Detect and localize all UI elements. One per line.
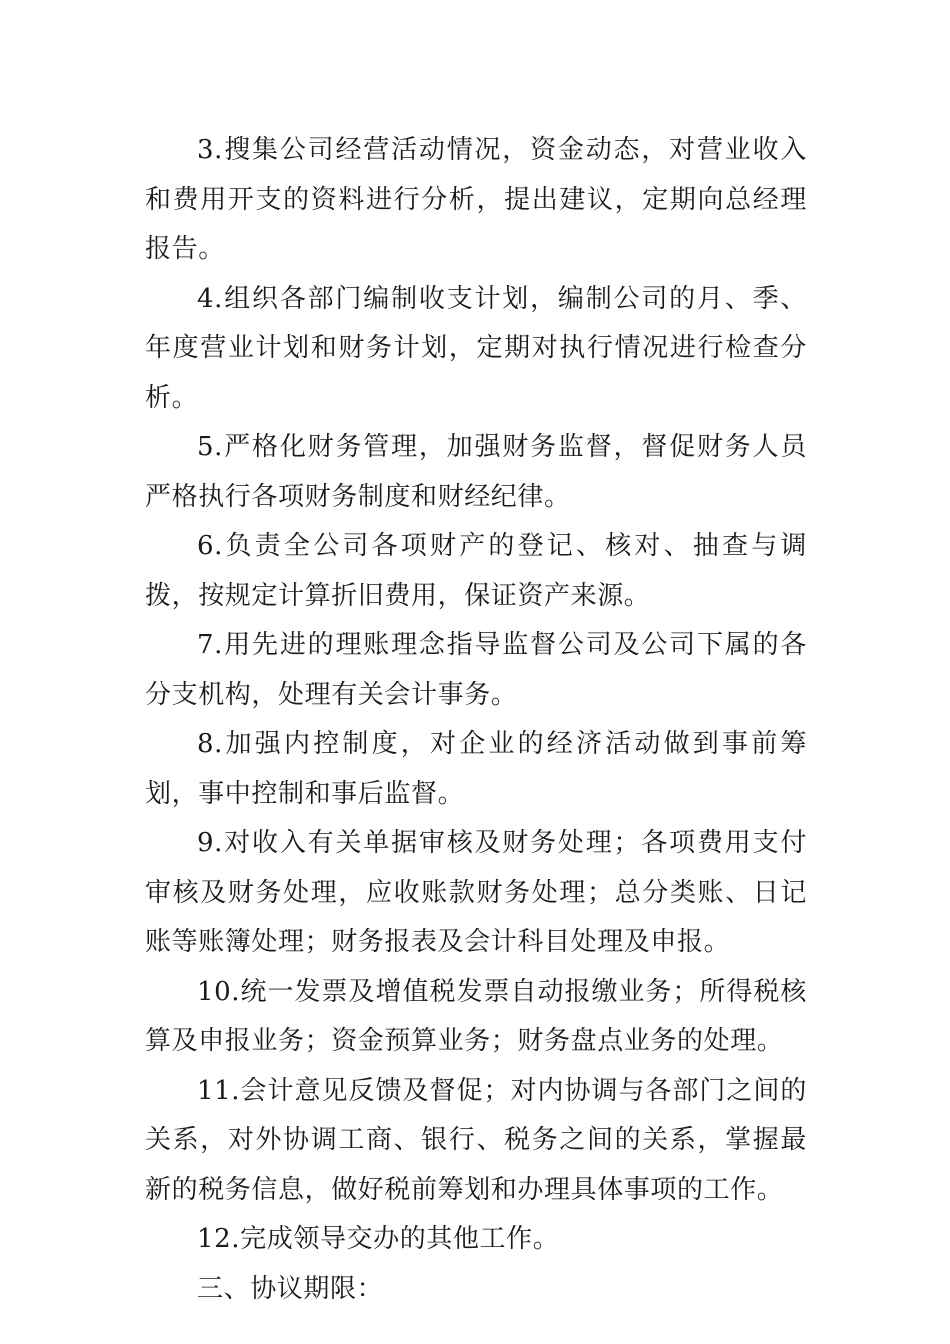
paragraph-item-3: 3.搜集公司经营活动情况，资金动态，对营业收入和费用开支的资料进行分析，提出建议，定期向总经理报告。 xyxy=(145,135,807,264)
paragraph-item-12: 12.完成领导交办的其他工作。 xyxy=(197,1224,560,1254)
section-heading-agreement-term: 三、协议期限： xyxy=(197,1273,384,1304)
paragraph-item-10: 10.统一发票及增值税发票自动报缴业务；所得税核算及申报业务；资金预算业务；财务盘点业务的处理。 xyxy=(145,976,807,1056)
paragraph-item-6: 6.负责全公司各项财产的登记、核对、抽查与调拨，按规定计算折旧费用，保证资产来源。 xyxy=(145,531,807,611)
paragraph-item-8: 8.加强内控制度，对企业的经济活动做到事前筹划，事中控制和事后监督。 xyxy=(145,729,807,809)
paragraph-item-7: 7.用先进的理账理念指导监督公司及公司下属的各分支机构，处理有关会计事务。 xyxy=(145,630,807,710)
paragraph-item-9: 9.对收入有关单据审核及财务处理；各项费用支付审核及财务处理，应收账款财务处理；总分类账、日记账等账簿处理；财务报表及会计科目处理及申报。 xyxy=(145,828,807,957)
paragraph-item-11: 11.会计意见反馈及督促；对内协调与各部门之间的关系，对外协调工商、银行、税务之间的关系，掌握最新的税务信息，做好税前筹划和办理具体事项的工作。 xyxy=(145,1075,807,1205)
document-body xyxy=(145,126,807,1314)
paragraph-item-4: 4.组织各部门编制收支计划，编制公司的月、季、年度营业计划和财务计划，定期对执行情况进行检查分析。 xyxy=(145,283,807,413)
paragraph-item-5: 5.严格化财务管理，加强财务监督，督促财务人员严格执行各项财务制度和财经纪律。 xyxy=(145,432,807,512)
